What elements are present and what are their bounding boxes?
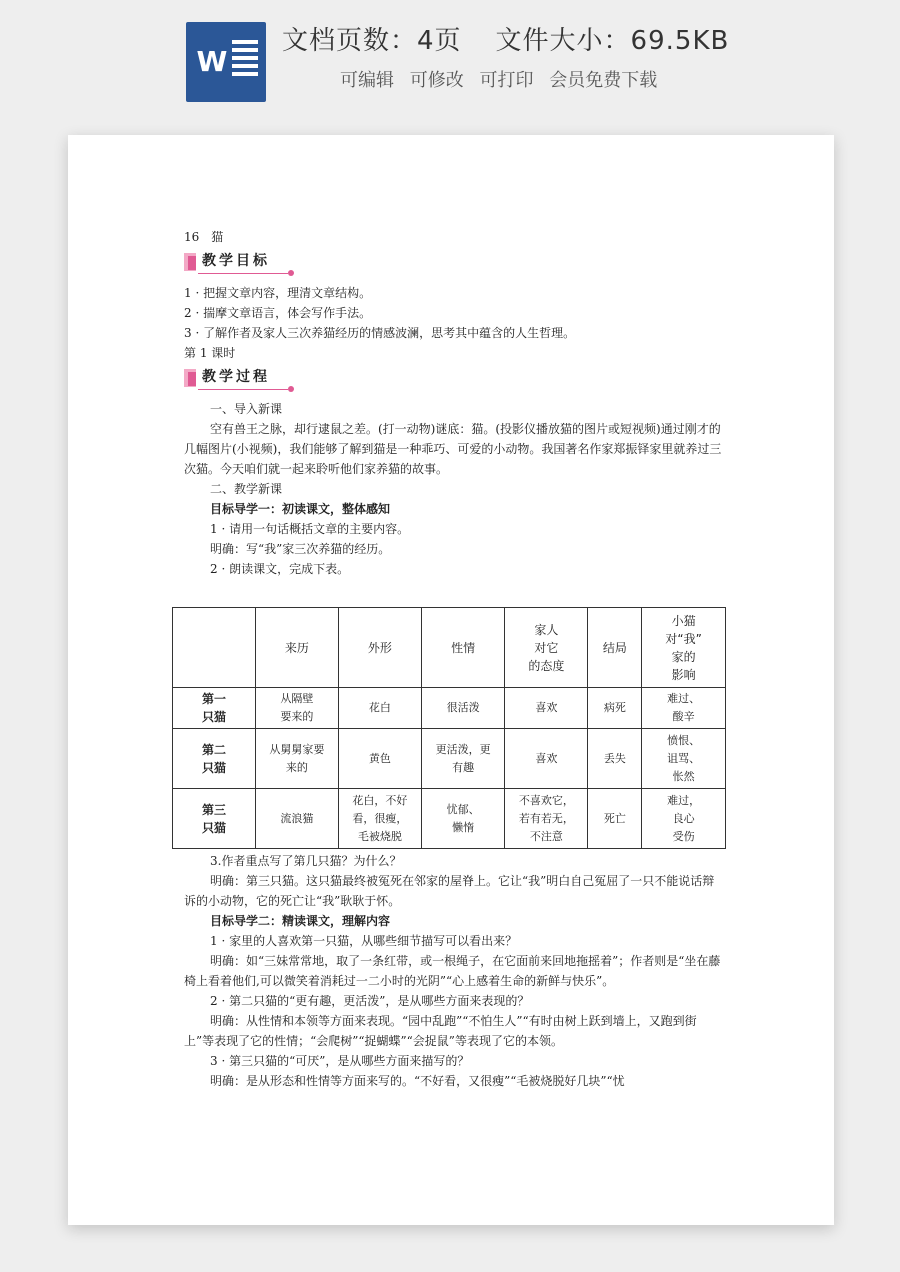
table-cell: 不喜欢它， 若有若无， 不注意 — [505, 789, 588, 849]
guide-heading: 目标导学一：初读课文，整体感知 — [210, 502, 391, 516]
goal-item: 1 · 把握文章内容，理清文章结构。 — [184, 286, 372, 300]
guide-heading: 目标导学二：精读课文，理解内容 — [210, 914, 391, 928]
table-row — [173, 688, 726, 729]
table-cell: 从舅舅家要 来的 — [255, 729, 338, 789]
feature-free-download: 会员免费下载 — [549, 70, 658, 91]
table-cell: 很活泼 — [422, 688, 505, 729]
lesson-title: 16 猫 — [184, 230, 224, 244]
section-heading-process: 教学过程 — [184, 367, 724, 393]
feature-list — [340, 66, 667, 92]
table-header-cell: 家人 对它 的态度 — [505, 608, 588, 688]
part-heading: 一、导入新课 — [210, 402, 283, 416]
question: 2 · 第二只猫的“更有趣，更活泼”，是从哪些方面来表现的？ — [210, 994, 530, 1008]
page-count: 文档页数：4页 — [282, 26, 462, 56]
table-row — [173, 729, 726, 789]
table-cell: 愤恨、 诅骂、 怅然 — [642, 729, 726, 789]
row-label: 第一 只猫 — [173, 688, 256, 729]
table-cell: 病死 — [588, 688, 642, 729]
answer: 明确：第三只猫。这只猫最终被冤死在邻家的屋脊上。它让“我”明白自己冤屈了一只不能说话辩诉的小动物，它的死亡让“我”耿耿于怀。 — [184, 874, 715, 908]
question: 1 · 请用一句话概括文章的主要内容。 — [210, 522, 410, 536]
table-cell: 从隔壁 要来的 — [255, 688, 338, 729]
table-header-row — [173, 608, 726, 688]
feature-printable: 可打印 — [479, 70, 534, 91]
table-cell: 喜欢 — [505, 688, 588, 729]
part-heading: 二、教学新课 — [210, 482, 283, 496]
table-cell: 喜欢 — [505, 729, 588, 789]
table-header-cell: 外形 — [338, 608, 421, 688]
table-cell: 流浪猫 — [255, 789, 338, 849]
table-header-cell — [173, 608, 256, 688]
table-cell: 花白，不好 看，很瘦， 毛被烧脱 — [338, 789, 421, 849]
document-page — [68, 135, 834, 1225]
table-cell: 难过， 良心 受伤 — [642, 789, 726, 849]
table-row — [173, 789, 726, 849]
question: 3 · 第三只猫的“可厌”，是从哪些方面来描写的？ — [210, 1054, 470, 1068]
table-cell: 花白 — [338, 688, 421, 729]
table-header-cell: 结局 — [588, 608, 642, 688]
table-header-cell: 来历 — [255, 608, 338, 688]
table-header-cell: 小猫 对“我” 家的 影响 — [642, 608, 726, 688]
lesson-period: 第 1 课时 — [184, 346, 236, 360]
intro-paragraph: 空有兽王之脉，却行逮鼠之差。(打一动物)谜底：猫。(投影仪播放猫的图片或短视频)通过刚才的几幅图片(小视频)，我们能够了解到猫是一种乖巧、可爱的小动物。我国著名作家郑振铎家里就养过三次猫。今天咱们就一起来聆听他们家养猫的故事。 — [184, 422, 722, 476]
section-heading-goals: 教学目标 — [184, 251, 724, 277]
table-cell: 更活泼，更 有趣 — [422, 729, 505, 789]
table-cell: 忧郁、 懒惰 — [422, 789, 505, 849]
download-header — [0, 0, 900, 110]
file-info — [282, 20, 729, 57]
document-body-continued — [184, 851, 724, 1091]
feature-editable: 可编辑 — [340, 70, 394, 91]
cats-comparison-table — [172, 607, 726, 849]
document-body — [184, 227, 724, 579]
question: 2 · 朗读课文，完成下表。 — [210, 562, 350, 576]
answer: 明确：写“我”家三次养猫的经历。 — [210, 542, 391, 556]
goal-item: 3 · 了解作者及家人三次养猫经历的情感波澜，思考其中蕴含的人生哲理。 — [184, 326, 576, 340]
row-label: 第二 只猫 — [173, 729, 256, 789]
file-size: 文件大小：69.5KB — [495, 26, 730, 56]
answer: 明确：如“三妹常常地，取了一条红带，或一根绳子，在它面前来回地拖摇着”；作者则是“坐在藤椅上看着他们,可以微笑着消耗过一二小时的光阴”“心上感着生命的新鲜与快乐”。 — [184, 954, 721, 988]
answer: 明确：是从形态和性情等方面来写的。“不好看，又很瘦”“毛被烧脱好几块”“忧 — [210, 1074, 625, 1088]
question: 3.作者重点写了第几只猫？为什么？ — [210, 854, 402, 868]
table-cell: 丢失 — [588, 729, 642, 789]
table-cell: 难过、 酸辛 — [642, 688, 726, 729]
question: 1 · 家里的人喜欢第一只猫，从哪些细节描写可以看出来？ — [210, 934, 518, 948]
feature-modifiable: 可修改 — [409, 70, 464, 91]
row-label: 第三 只猫 — [173, 789, 256, 849]
word-file-icon — [186, 22, 266, 102]
table-header-cell: 性情 — [422, 608, 505, 688]
table-cell: 死亡 — [588, 789, 642, 849]
goal-item: 2 · 揣摩文章语言，体会写作手法。 — [184, 306, 372, 320]
answer: 明确：从性情和本领等方面来表现。“园中乱跑”“不怕生人”“有时由树上跃到墙上，又跑到街上”等表现了它的性情；“会爬树”“捉蝴蝶”“会捉鼠”等表现了它的本领。 — [184, 1014, 697, 1048]
table-cell: 黄色 — [338, 729, 421, 789]
word-logo-letter: W — [196, 45, 228, 78]
